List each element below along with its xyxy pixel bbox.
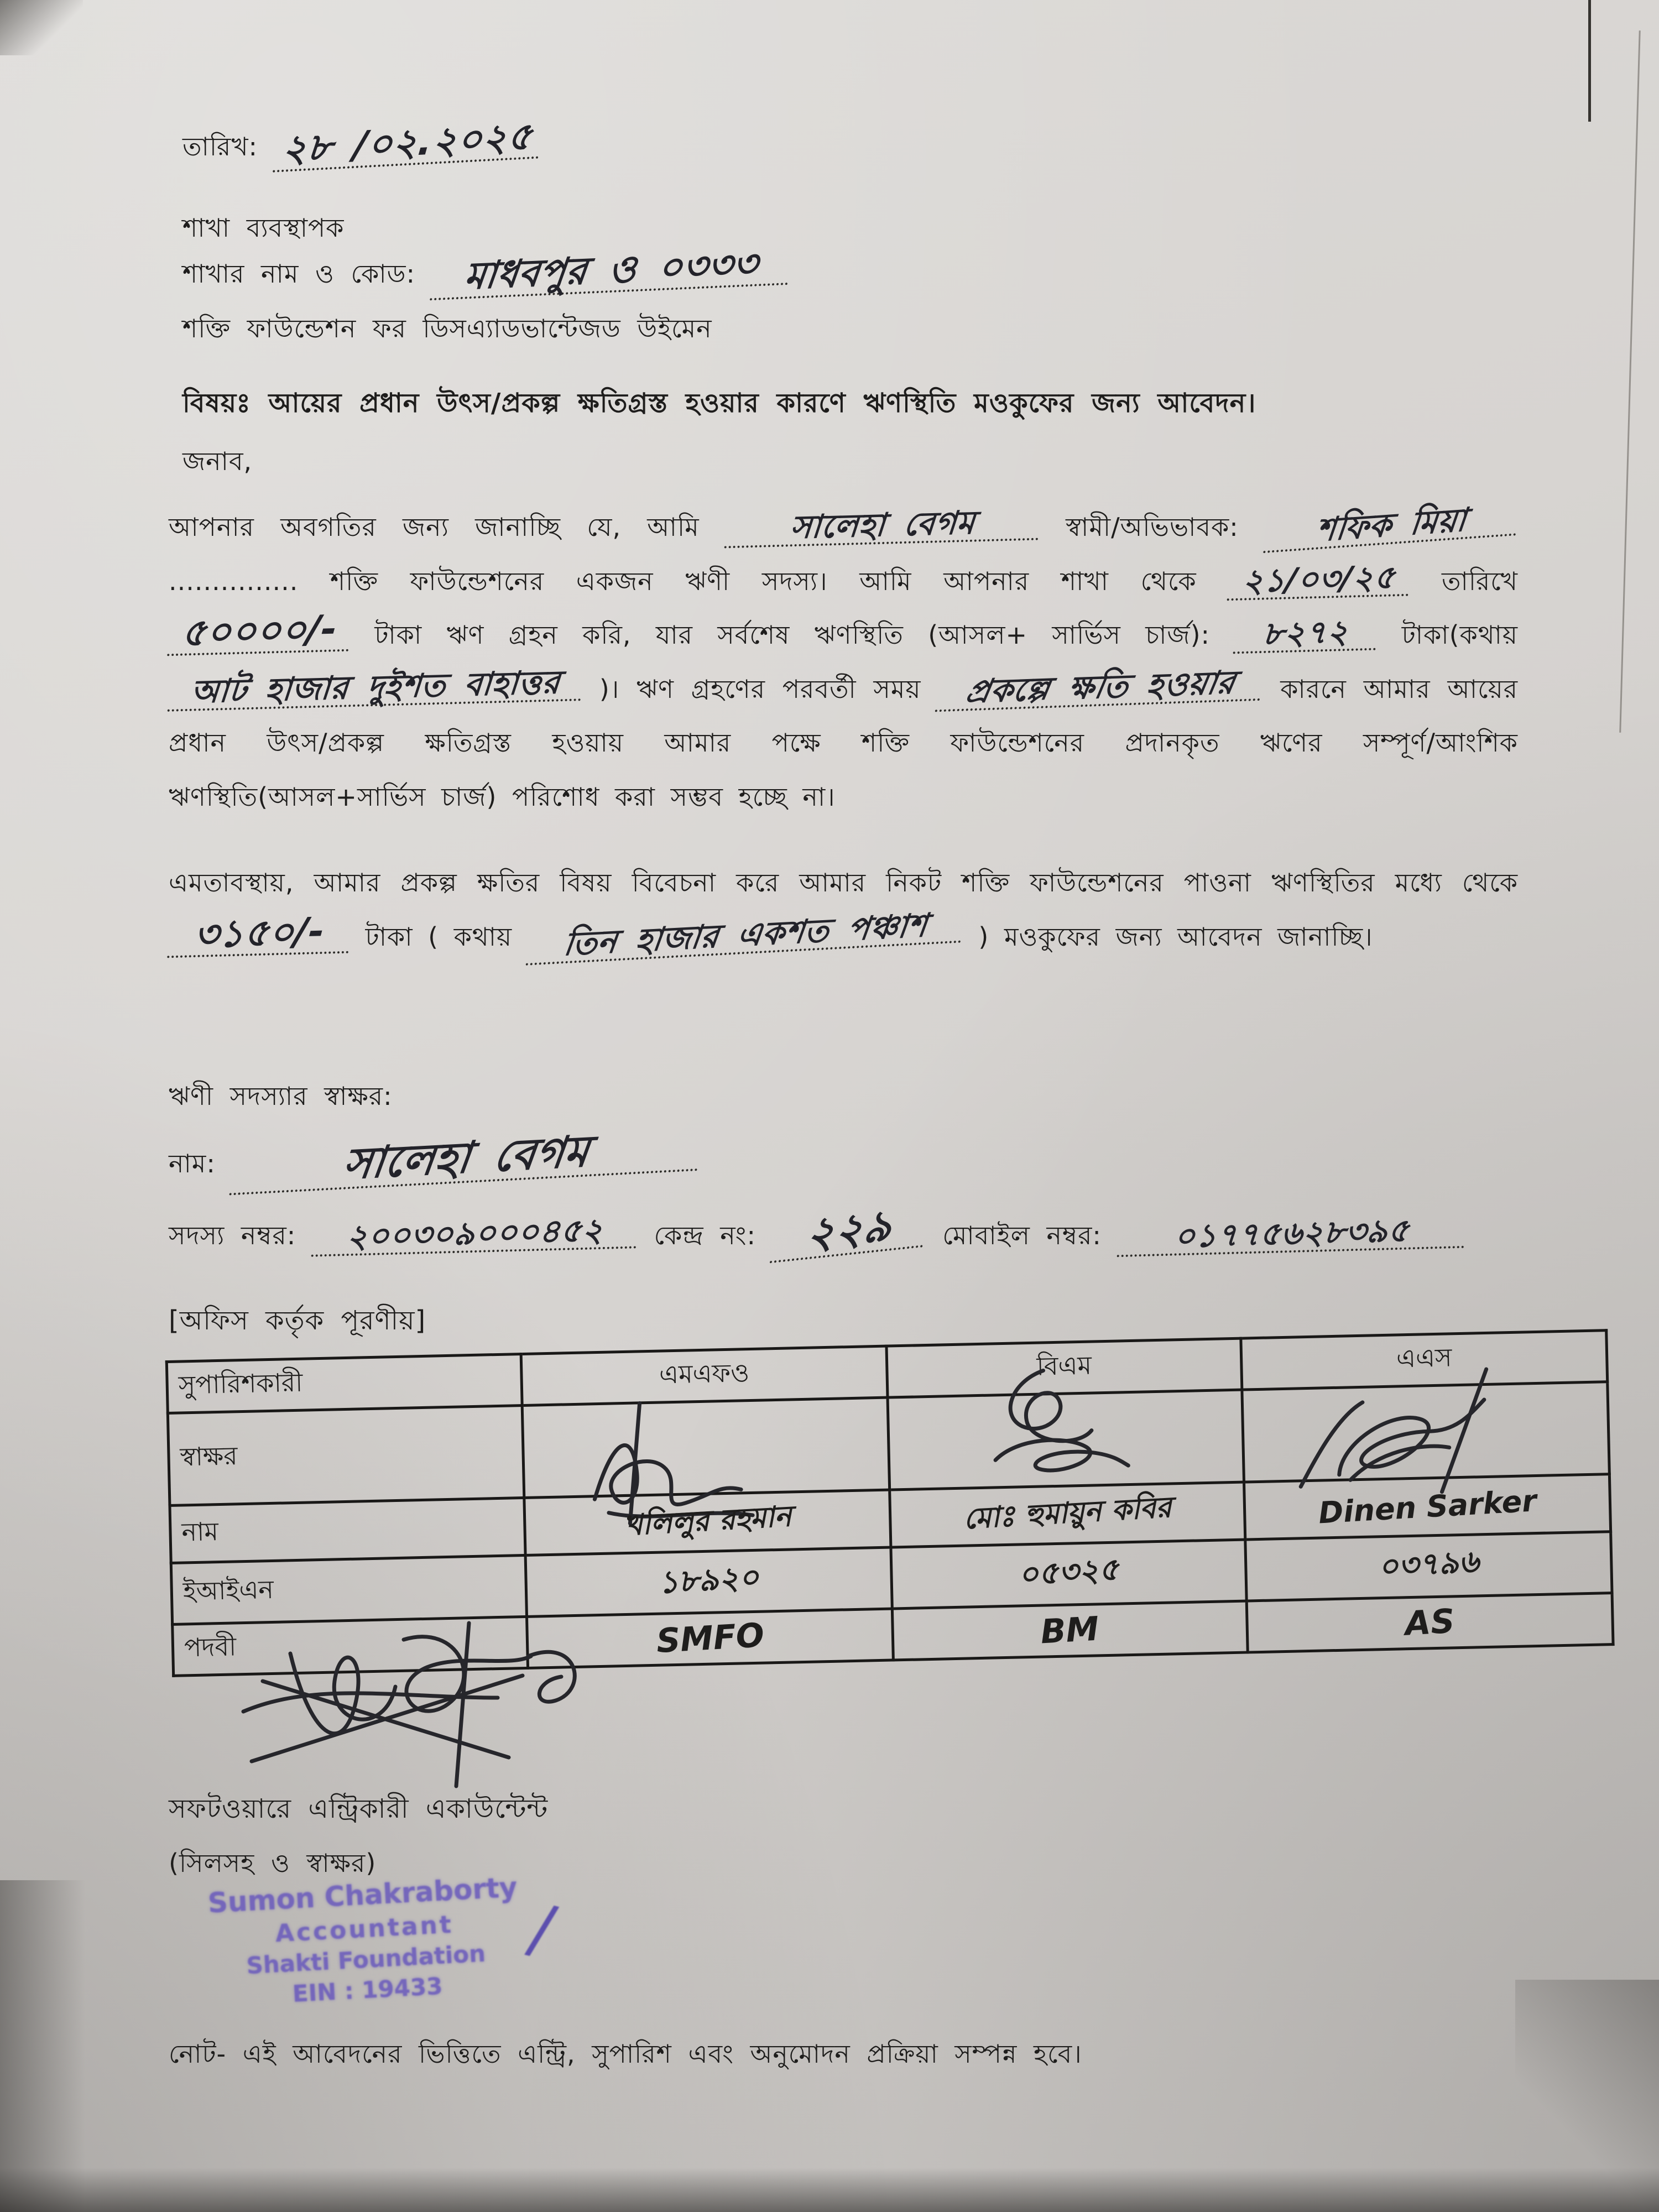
- member-no-label: সদস্য নম্বর:: [169, 1220, 296, 1250]
- as-ein-handwritten: ০৩৭৯৬: [1377, 1543, 1480, 1585]
- as-name-handwritten: Dinen Sarker: [1317, 1483, 1537, 1531]
- member-name-signature-handwritten: সালেহা বেগম: [229, 1124, 703, 1195]
- body-paragraph-1: [169, 500, 1518, 824]
- mfo-ein-cell: [525, 1547, 892, 1616]
- p1-seg6: টাকা(কথায়: [1401, 620, 1518, 650]
- accountant-subtitle: (সিলসহ ও স্বাক্ষর): [169, 1848, 377, 1878]
- p1-seg5: টাকা ঋণ গ্রহন করি, যার সর্বশেষ ঋণস্থিতি (আসল+ সার্ভিস চার্জ):: [374, 620, 1211, 650]
- waiver-amount-handwritten: ৩১৫০/-: [167, 912, 352, 958]
- row-label-signature: স্বাক্ষর: [168, 1406, 524, 1506]
- as-designation-handwritten: AS: [1404, 1601, 1456, 1644]
- member-number-line: [169, 1199, 1465, 1260]
- bottom-edge-shadow: [0, 2168, 1659, 2212]
- stamp-org: Shakti Foundation: [246, 1939, 487, 1980]
- salutation: জনাব,: [182, 446, 253, 476]
- col-header-mfo: এমএফও: [521, 1346, 888, 1405]
- as-signature-cell: [1242, 1382, 1609, 1482]
- cause-handwritten: প্রকল্পে ক্ষতি হওয়ার: [935, 665, 1266, 712]
- p1-seg3: ............... শক্তি ফাউন্ডেশনের একজন ঋণী সদস্য। আমি আপনার শাখা থেকে: [169, 566, 1197, 596]
- org-name: শক্তি ফাউন্ডেশন ফর ডিসএ্যাডভান্টেজড উইমেন: [182, 314, 712, 343]
- col-header-recommender: সুপারিশকারী: [166, 1354, 522, 1413]
- office-section-title: [অফিস কর্তৃক পূরণীয়]: [169, 1305, 426, 1336]
- loan-amount-handwritten: ৫০০০০/-: [167, 611, 352, 656]
- page-fold-line: [1588, 0, 1591, 122]
- stamp-pen-tick: /: [521, 1890, 562, 1970]
- p1-seg8: কারনে আমার আয়ের প্রধান উৎস/প্রকল্প ক্ষতিগ্রস্ত হওয়ায় আমার পক্ষে শক্তি ফাউন্ডেশনের প্রদানকৃত ঋণের সম্পূর্ণ/আংশিক ঋণস্থিতি(আসল+সার্ভিস চার্জ) পরিশোধ করা সম্ভব হচ্ছে না।: [169, 674, 1519, 812]
- p1-seg1: আপনার অবগতির জন্য জানাচ্ছি যে, আমি: [169, 512, 700, 542]
- mobile-label: মোবাইল নম্বর:: [942, 1220, 1102, 1250]
- body-paragraph-2: [169, 856, 1518, 964]
- member-no-handwritten: ২০০৩০৯০০০৪৫২: [311, 1213, 639, 1257]
- subject-line: বিষয়ঃ আয়ের প্রধান উৎস/প্রকল্প ক্ষতিগ্রস্ত হওয়ার কারণে ঋণস্থিতি মওকুফের জন্য আবেদন।: [182, 388, 1256, 419]
- page-edge-line: [1619, 30, 1640, 733]
- member-name-handwritten: সালেহা বেগম: [724, 504, 1041, 548]
- bm-ein-handwritten: ০৫৩২৫: [1017, 1551, 1120, 1593]
- mfo-name-handwritten: খলিলুর রহমান: [622, 1500, 792, 1543]
- date-value-handwritten: ২৮ /০২.২০২৫: [273, 117, 542, 173]
- stamp-name: Sumon Chakraborty: [207, 1871, 518, 1919]
- branch-label: শাখার নাম ও কোড:: [182, 259, 416, 289]
- date-label: তারিখ:: [182, 132, 258, 161]
- mfo-signature-cell: [522, 1397, 889, 1498]
- waiver-words-handwritten: তিন হাজার একশত পঞ্চাশ: [525, 907, 965, 966]
- loan-date-handwritten: ২১/০৩/২৫: [1227, 560, 1411, 601]
- col-header-bm: বিএম: [886, 1338, 1242, 1397]
- p2-seg3: ) মওকুফের জন্য আবেদন জানাচ্ছি।: [978, 921, 1373, 952]
- as-designation-cell: [1246, 1593, 1613, 1652]
- accountant-signature: [221, 1615, 653, 1797]
- p2-seg2: টাকা ( কথায়: [365, 921, 513, 952]
- accountant-stamp: [190, 1869, 539, 2015]
- center-no-label: কেন্দ্র নং:: [654, 1220, 756, 1250]
- stamp-ein: EIN : 19433: [291, 1972, 444, 2007]
- branch-value-handwritten: মাধবপুর ও ০৩৩৩: [430, 244, 792, 301]
- row-label-name: নাম: [170, 1498, 525, 1563]
- footer-note: নোট- এই আবেদনের ভিত্তিতে এন্ট্রি, সুপারিশ এবং অনুমোদন প্রক্রিয়া সম্পন্ন হবে।: [169, 2039, 1082, 2069]
- row-label-designation: পদবী: [173, 1616, 528, 1676]
- corner-shadow-top-left: [0, 0, 83, 55]
- bm-designation-handwritten: BM: [1040, 1609, 1100, 1652]
- branch-line: [182, 242, 790, 299]
- bm-ein-cell: [891, 1540, 1246, 1609]
- accountant-title: সফটওয়ারে এন্ট্রিকারী একাউন্টেন্ট: [169, 1793, 549, 1824]
- member-name-line: [169, 1126, 701, 1190]
- p1-seg2: স্বামী/অভিভাবক:: [1066, 512, 1239, 542]
- member-signature-label: ঋণী সদস্যার স্বাক্ষর:: [169, 1081, 393, 1111]
- row-label-ein: ইআইএন: [171, 1555, 526, 1624]
- bm-designation-cell: [892, 1601, 1248, 1660]
- p1-seg7: )। ঋণ গ্রহণের পরবর্তী সময়: [599, 674, 921, 704]
- date-line: [182, 114, 540, 172]
- as-ein-cell: [1245, 1532, 1612, 1601]
- guardian-name-handwritten: শফিক মিয়া: [1263, 500, 1520, 554]
- addressee: শাখা ব্যবস্থাপক: [182, 213, 345, 243]
- corner-shadow-bottom-left: [0, 1880, 122, 2212]
- p2-seg1: এমতাবস্থায়, আমার প্রকল্প ক্ষতির বিষয় বিবেচনা করে আমার নিকট শক্তি ফাউন্ডেশনের পাওনা ঋণস্থিতির মধ্যে থেকে: [169, 868, 1518, 898]
- balance-amount-handwritten: ৮২৭২: [1233, 615, 1379, 654]
- col-header-as: এএস: [1241, 1331, 1608, 1390]
- bm-name-handwritten: মোঃ হুমায়ুন কবির: [962, 1490, 1172, 1536]
- mobile-handwritten: ০১৭৭৫৬২৮৩৯৫: [1117, 1213, 1467, 1258]
- center-no-handwritten: ২২৯: [769, 1200, 929, 1264]
- balance-words-handwritten: আট হাজার দুইশত বাহাত্তর: [168, 665, 584, 712]
- as-signature: [1287, 1347, 1522, 1501]
- mfo-ein-handwritten: ১৮৯২০: [657, 1559, 760, 1601]
- bm-name-cell: [890, 1482, 1245, 1547]
- bm-signature-cell: [888, 1390, 1244, 1490]
- mfo-designation-handwritten: SMFO: [655, 1616, 765, 1661]
- stamp-title: Accountant: [274, 1910, 455, 1948]
- p1-seg4: তারিখে: [1441, 566, 1518, 596]
- member-name-label: নাম:: [169, 1149, 216, 1178]
